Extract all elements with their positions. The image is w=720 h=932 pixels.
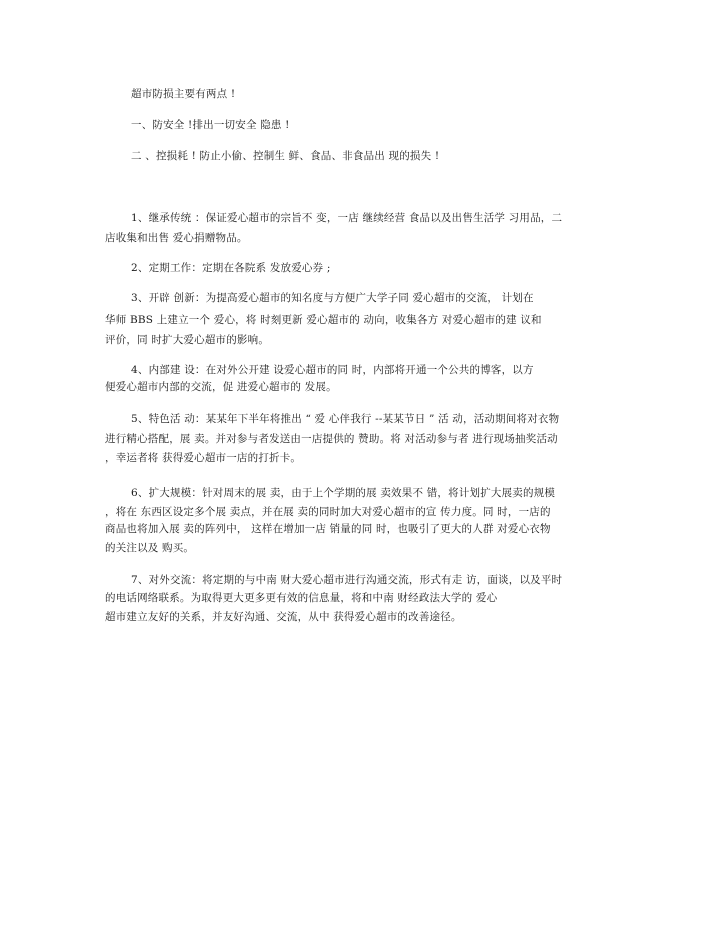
- intro-heading: 超市防损主要有两点 !: [131, 88, 236, 100]
- intro-point-loss: 二 、控损耗 ! 防止小偷、控制生 鲜、食品、非食品出 现的损失 !: [131, 150, 440, 162]
- item-7-line-2: 的电话网络联系。为取得更大更多更有效的信息量，将和中南 财经政法大学的 爱心: [105, 592, 498, 604]
- item-3-line-1: 3、开辟 创新：为提高爱心超市的知名度与方便广大学子同 爱心超市的交流， 计划在: [131, 292, 534, 304]
- item-5-line-1: 5、特色活 动：某某年下半年将推出 “ 爱 心伴我行 --某某节日 ” 活 动，活动期间将对衣物: [131, 413, 560, 425]
- item-3-line-3: 评价，同 时扩大爱心超市的影响。: [105, 334, 270, 346]
- item-1-line-1: 1、继承传统 ：保证爱心超市的宗旨不 变，一店 继续经营 食品以及出售生活学 习用品，二: [131, 212, 563, 224]
- item-6-line-2: ，将在 东西区设定多个展 卖点，并在展 卖的同时加大对爱心超市的宣 传力度。同 时，一店的: [105, 506, 551, 518]
- item-5-line-2: 进行精心搭配，展 卖。并对参与者发送由一店提供的 赞助。将 对活动参与者 进行现场抽奖活动: [105, 433, 558, 445]
- item-7-line-1: 7、对外交流：将定期的与中南 财大爱心超市进行沟通交流，形式有走 访，面谈，以及平时: [131, 574, 563, 586]
- item-6-line-3: 商品也将加入展 卖的阵列中， 这样在增加一店 销量的同 时，也吸引了更大的人群 对爱心衣物: [105, 523, 551, 535]
- item-6-line-1: 6、扩大规模：针对周末的展 卖，由于上个学期的展 卖效果不 错，将计划扩大展卖的规模: [131, 487, 556, 499]
- item-4-line-2: 便爱心超市内部的交流，促 进爱心超市的 发展。: [105, 381, 337, 393]
- item-1-line-2: 店收集和出售 爱心捐赠物品。: [105, 232, 248, 244]
- item-7-line-3: 超市建立友好的关系，并友好沟通、交流，从中 获得爱心超市的改善途径。: [105, 611, 462, 623]
- item-5-line-3: ，幸运者将 获得爱心超市一店的打折卡。: [105, 452, 302, 464]
- item-2-line-1: 2、定期工作：定期在各院系 发放爱心券 ;: [131, 262, 331, 274]
- item-4-line-1: 4、内部建 设：在对外公开建 设爱心超市的同 时，内部将开通一个公共的博客，以方: [131, 364, 534, 376]
- item-6-line-4: 的关注以及 购买。: [105, 542, 195, 554]
- item-3-line-2: 华师 BBS 上建立一个 爱心，将 时刻更新 爱心超市的 动向，收集各方 对爱心超市的建 议和: [105, 314, 542, 326]
- intro-point-safety: 一、防安全 !排出一切安全 隐患 !: [131, 119, 290, 131]
